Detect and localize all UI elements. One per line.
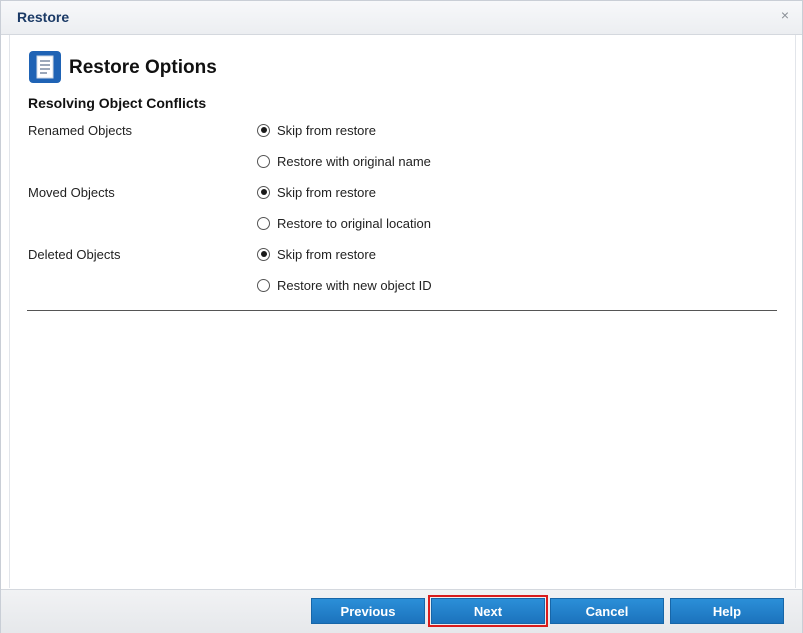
section-title: Resolving Object Conflicts bbox=[28, 95, 207, 111]
divider bbox=[27, 310, 777, 311]
page-title: Restore Options bbox=[69, 57, 217, 78]
deleted-skip-radio[interactable] bbox=[257, 245, 376, 263]
radio-label: Skip from restore bbox=[277, 246, 376, 262]
renamed-objects-label: Renamed Objects bbox=[28, 123, 133, 138]
radio-checked-icon[interactable] bbox=[257, 124, 270, 137]
title-bar bbox=[1, 1, 802, 35]
radio-unchecked-icon[interactable] bbox=[257, 217, 270, 230]
radio-checked-icon[interactable] bbox=[257, 186, 270, 199]
renamed-original-name-radio[interactable] bbox=[257, 152, 431, 170]
moved-original-location-radio[interactable] bbox=[257, 214, 431, 232]
radio-unchecked-icon[interactable] bbox=[257, 279, 270, 292]
radio-unchecked-icon[interactable] bbox=[257, 155, 270, 168]
cancel-button[interactable]: Cancel bbox=[550, 598, 664, 624]
window-title: Restore bbox=[17, 9, 70, 25]
button-bar bbox=[1, 589, 802, 633]
previous-button[interactable]: Previous bbox=[311, 598, 425, 624]
radio-label: Restore to original location bbox=[277, 215, 431, 231]
help-button[interactable]: Help bbox=[670, 598, 784, 624]
moved-skip-radio[interactable] bbox=[257, 183, 376, 201]
deleted-objects-label: Deleted Objects bbox=[28, 247, 121, 262]
radio-label: Restore with original name bbox=[277, 153, 431, 169]
moved-objects-label: Moved Objects bbox=[28, 185, 115, 200]
radio-label: Skip from restore bbox=[277, 184, 376, 200]
renamed-skip-radio[interactable] bbox=[257, 121, 376, 139]
radio-checked-icon[interactable] bbox=[257, 248, 270, 261]
radio-label: Skip from restore bbox=[277, 122, 376, 138]
close-icon[interactable]: × bbox=[780, 7, 790, 23]
content-panel bbox=[9, 35, 796, 588]
document-icon bbox=[28, 50, 62, 84]
deleted-new-id-radio[interactable] bbox=[257, 276, 432, 294]
radio-label: Restore with new object ID bbox=[277, 277, 432, 293]
next-button[interactable]: Next bbox=[431, 598, 545, 624]
